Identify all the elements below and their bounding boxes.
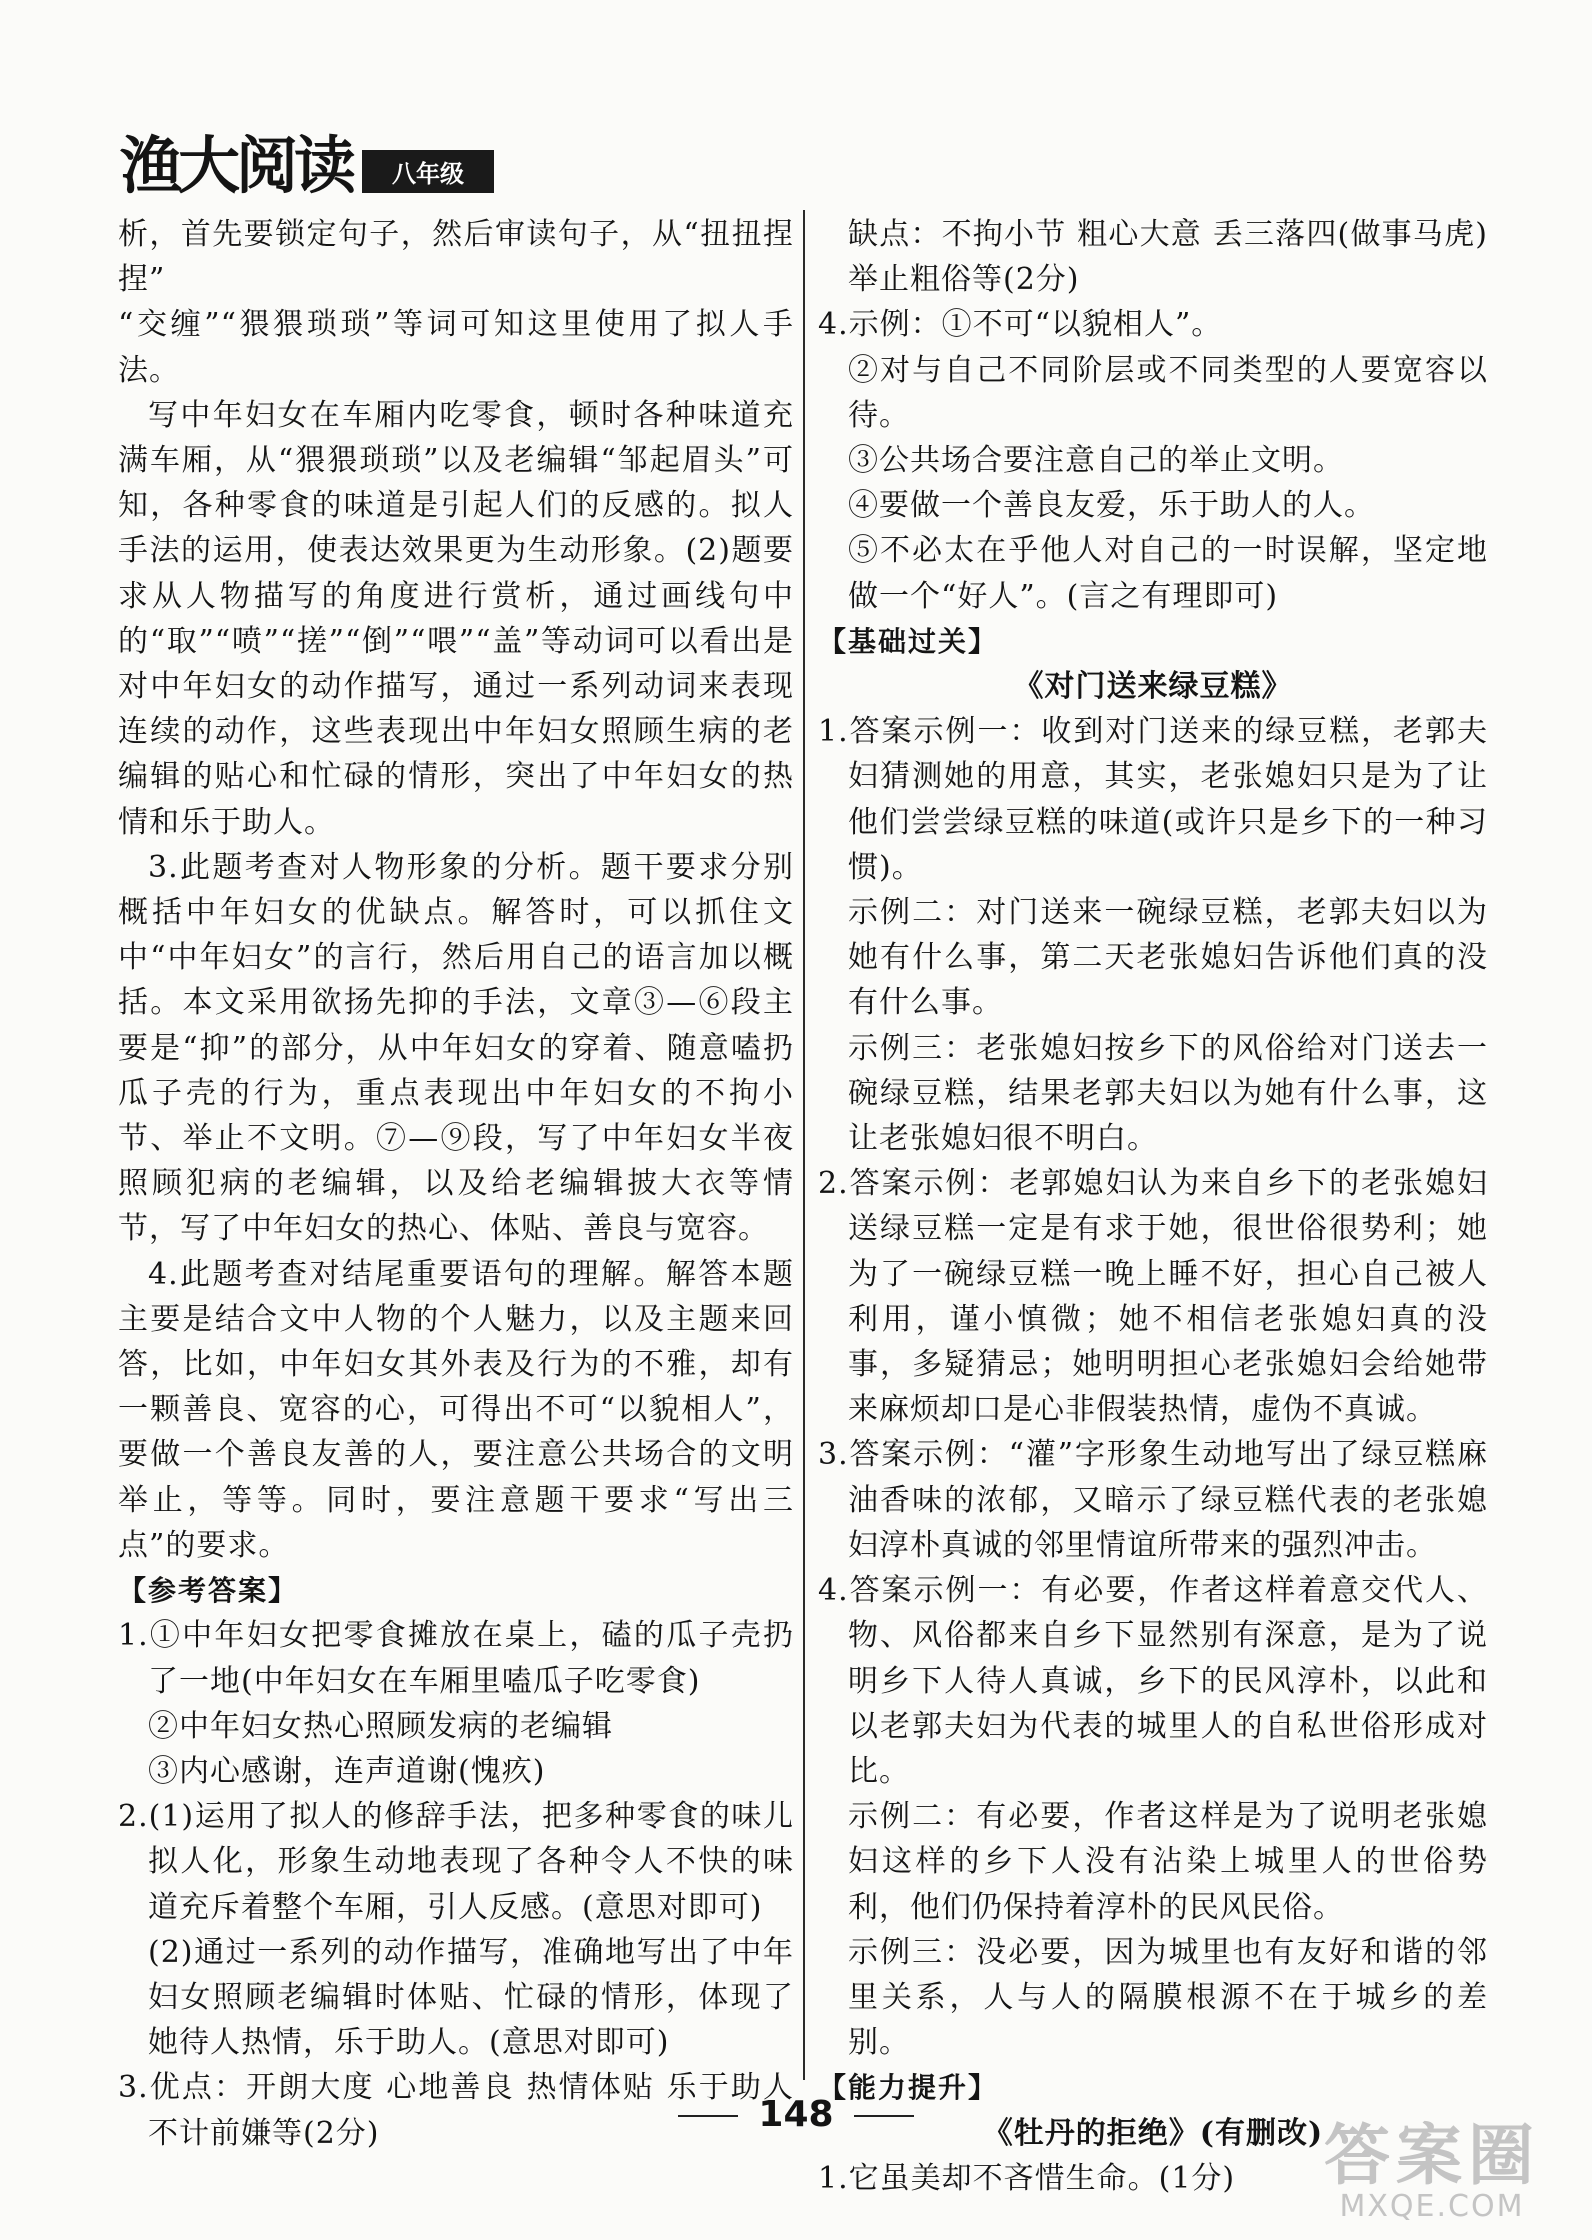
basic-heading: 【基础过关】 [818, 624, 999, 658]
right-column [818, 212, 1488, 2201]
text-paragraph: 3.优点：开朗大度 心地善良 热情体贴 乐于助人 不计前嫌等(2分) [118, 2070, 794, 2151]
text-paragraph: 3.答案示例：“灌”字形象生动地写出了绿豆糕麻油香味的浓郁，又暗示了绿豆糕代表的老张媳妇淳朴真诚的邻里情谊所带来的强烈冲击。 [818, 1437, 1488, 1563]
text-paragraph: 示例二：对门送来一碗绿豆糕，老郭夫妇以为她有什么事，第二天老张媳妇告诉他们真的没有什么事。 [848, 895, 1488, 1021]
ability-title: 《牡丹的拒绝》(有删改) [982, 2115, 1324, 2151]
text-paragraph: 缺点：不拘小节 粗心大意 丢三落四(做事马虎) 举止粗俗等(2分) [848, 217, 1488, 298]
text-paragraph: ②对与自己不同阶层或不同类型的人要宽容以待。 [848, 352, 1488, 433]
ability-heading: 【能力提升】 [818, 2071, 999, 2105]
answer-continuation [818, 212, 1488, 619]
text-paragraph: 1.答案示例一：收到对门送来的绿豆糕，老郭夫妇猜测她的用意，其实，老张媳妇只是为了让他们尝尝绿豆糕的味道(或许只是乡下的一种习惯)。 [818, 714, 1488, 885]
watermark-text: 答案圈 [1324, 2117, 1540, 2195]
brand-logo: 渔大阅读 [120, 129, 353, 202]
basic-answers [818, 709, 1488, 2065]
page-number-text: 148 [758, 2094, 834, 2135]
text-paragraph: 2.答案示例：老郭媳妇认为来自乡下的老张媳妇送绿豆糕一定是有求于她，很世俗很势利；她为了一碗绿豆糕一晚上睡不好，担心自己被人利用，谨小慎微；她不相信老张媳妇真的没事，多疑猜忌；她明明担心老张媳妇会给她带来麻烦却口是心非假装热情，虚伪不真诚。 [818, 1166, 1488, 1428]
text-paragraph: ③公共场合要注意自己的举止文明。 [848, 443, 1344, 479]
text-paragraph: 4.此题考查对结尾重要语句的理解。解答本题主要是结合文中人物的个人魅力，以及主题来回答，比如，中年妇女其外表及行为的不雅，却有一颗善良、宽容的心，可得出不可“以貌相人”，要做一个善良友善的人，要注意公共场合的文明举止，等等。同时，要注意题干要求“写出三点”的要求。 [118, 1256, 794, 1563]
text-paragraph: 1.它虽美却不吝惜生命。(1分) [818, 2160, 1236, 2196]
page-dash-right [854, 2115, 914, 2117]
left-column [118, 212, 794, 2156]
text-paragraph: 1.①中年妇女把零食摊放在桌上，磕的瓜子壳扔了一地(中年妇女在车厢里嗑瓜子吃零食) [118, 1618, 794, 1699]
text-paragraph: 4.答案示例一：有必要，作者这样着意交代人、物、风俗都来自乡下显然别有深意，是为了说明乡下人待人真诚，乡下的民风淳朴，以此和以老郭夫妇为代表的城里人的自私世俗形成对比。 [818, 1573, 1488, 1789]
text-paragraph: ④要做一个善良友爱，乐于助人的人。 [848, 488, 1375, 524]
text-paragraph: 示例三：没必要，因为城里也有友好和谐的邻里关系，人与人的隔膜根源不在于城乡的差别。 [848, 1934, 1488, 2061]
column-divider [803, 210, 805, 2080]
analysis-section [118, 212, 794, 1568]
text-paragraph: 写中年妇女在车厢内吃零食，顿时各种味道充满车厢，从“猥猥琐琐”以及老编辑“邹起眉头”可知，各种零食的味道是引起人们的反感的。拟人手法的运用，使表达效果更为生动形象。(2)题要求从人物描写的角度进行赏析，通过画线句中的“取”“喷”“搓”“倒”“喂”“盖”等动词可以看出是对中年妇女的动作描写，通过一系列动词来表现连续的动作，这些表现出中年妇女照顾生病的老编辑的贴心和忙碌的情形，突出了中年妇女的热情和乐于助人。 [118, 397, 794, 840]
text-paragraph: 4.示例：①不可“以貌相人”。 [818, 307, 1223, 343]
watermark-url: MXQE.COM [1339, 2188, 1525, 2224]
basic-title: 《对门送来绿豆糕》 [1013, 669, 1293, 705]
book-header [120, 129, 494, 202]
text-paragraph: 2.(1)运用了拟人的修辞手法，把多种零食的味儿拟人化，形象生动地表现了各种令人不快的味道充斥着整个车厢，引人反感。(意思对即可) [118, 1799, 794, 1925]
text-paragraph: (2)通过一系列的动作描写，准确地写出了中年妇女照顾老编辑时体贴、忙碌的情形，体现了她待人热情，乐于助人。(意思对即可) [148, 1934, 794, 2061]
text-paragraph: 3.此题考查对人物形象的分析。题干要求分别概括中年妇女的优缺点。解答时，可以抓住文中“中年妇女”的言行，然后用自己的语言加以概括。本文采用欲扬先抑的手法，文章③—⑥段主要是“抑”的部分，从中年妇女的穿着、随意嗑扔瓜子壳的行为，重点表现出中年妇女的不拘小节、举止不文明。⑦—⑨段，写了中年妇女半夜照顾犯病的老编辑，以及给老编辑披大衣等情节，写了中年妇女的热心、体贴、善良与宽容。 [118, 849, 794, 1247]
page-dash-left [678, 2115, 738, 2117]
watermark [1324, 2117, 1540, 2224]
text-paragraph: 示例二：有必要，作者这样是为了说明老张媳妇这样的乡下人没有沾染上城里人的世俗势利，他们仍保持着淳朴的民风民俗。 [848, 1799, 1488, 1925]
text-paragraph: 析，首先要锁定句子，然后审读句子，从“扭扭捏捏” [118, 217, 794, 298]
text-paragraph: “交缠”“猥猥琐琐”等词可知这里使用了拟人手法。 [118, 307, 794, 388]
grade-badge: 八年级 [362, 150, 494, 193]
text-paragraph: ⑤不必太在乎他人对自己的一时误解，坚定地做一个“好人”。(言之有理即可) [848, 533, 1488, 614]
text-paragraph: ②中年妇女热心照顾发病的老编辑 [148, 1708, 613, 1744]
ref-answer-section [118, 1613, 794, 2155]
text-paragraph: 示例三：老张媳妇按乡下的风俗给对门送去一碗绿豆糕，结果老郭夫妇以为她有什么事，这让老张媳妇很不明白。 [848, 1030, 1488, 1157]
ref-answer-heading: 【参考答案】 [118, 1574, 299, 1608]
text-paragraph: ③内心感谢，连声道谢(愧疚) [148, 1753, 546, 1789]
